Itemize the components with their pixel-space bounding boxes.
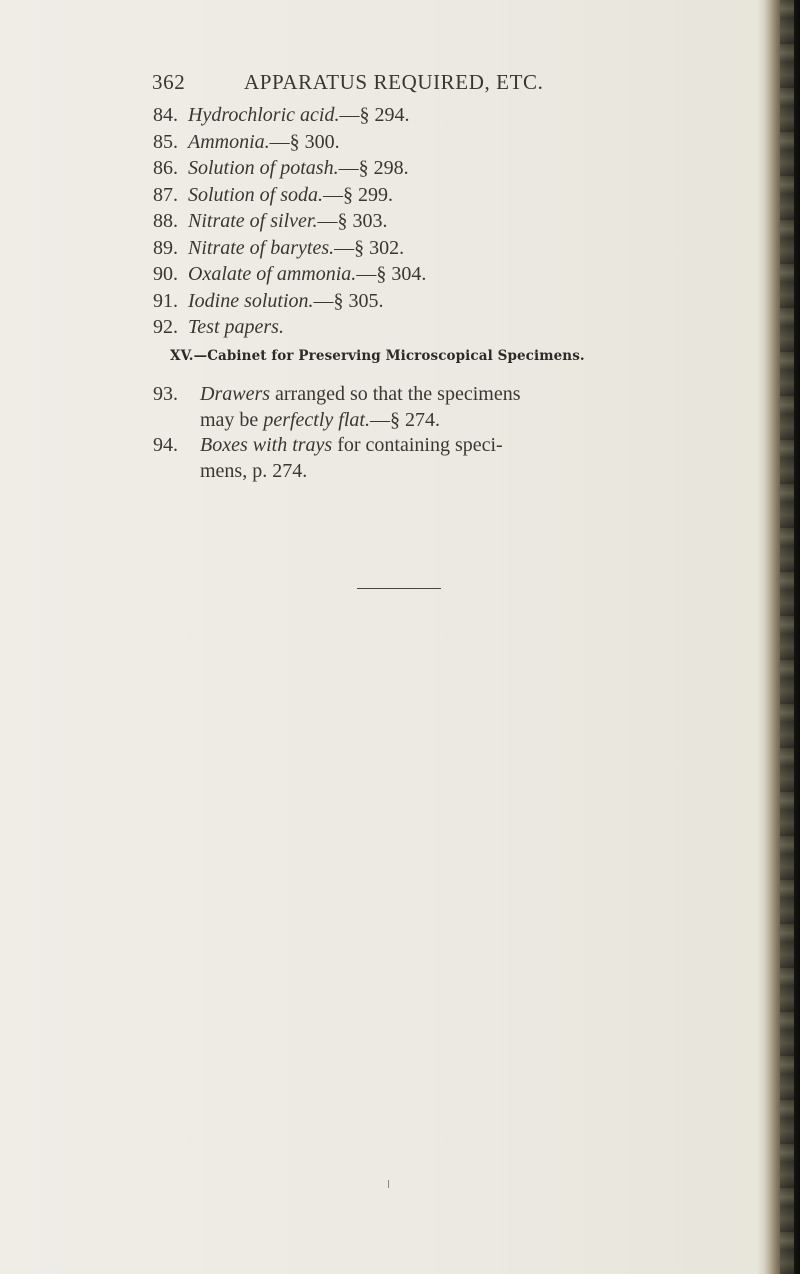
item-reference: —§ 298. — [338, 157, 409, 179]
list-item — [153, 235, 713, 262]
apparatus-list — [153, 102, 713, 341]
list-item — [153, 288, 713, 315]
item-number: 90. — [153, 263, 178, 285]
item-number: 89. — [153, 236, 178, 259]
item-reference: —§ 299. — [323, 183, 394, 206]
item-number: 85. — [153, 130, 178, 153]
list-item — [153, 314, 713, 341]
list-item — [153, 155, 713, 182]
cabinet-list — [153, 382, 713, 484]
item-text: arranged so that the specimens — [270, 383, 521, 405]
item-reference: —§ 304. — [356, 263, 427, 285]
section-heading: XV.—Cabinet for Preserving Microscopical Specimens. — [170, 348, 585, 364]
section-end-rule — [357, 588, 441, 589]
fore-edge-texture — [780, 0, 794, 1274]
item-title: Ammonia. — [188, 130, 270, 153]
item-emphasis: perfectly flat. — [263, 408, 370, 431]
list-item — [153, 182, 713, 209]
item-number: 86. — [153, 157, 178, 179]
item-reference: —§ 274. — [369, 408, 440, 431]
item-text: mens, p. 274. — [200, 459, 308, 482]
item-title: Boxes with trays — [200, 434, 333, 456]
item-number: 92. — [153, 316, 178, 338]
item-number: 94. — [153, 434, 178, 456]
page-edge — [758, 0, 800, 1274]
list-item — [153, 433, 713, 484]
item-number: 93. — [153, 383, 178, 405]
item-number: 87. — [153, 183, 178, 206]
item-title: Hydrochloric acid. — [188, 104, 340, 126]
item-reference: —§ 302. — [334, 236, 405, 259]
item-number: 88. — [153, 210, 178, 232]
list-item — [153, 208, 713, 235]
item-text: may be — [200, 408, 264, 431]
item-title: Iodine solution. — [188, 289, 314, 312]
page-header — [152, 70, 572, 95]
list-item — [153, 261, 713, 288]
running-title: APPARATUS REQUIRED, ETC. — [244, 70, 544, 94]
list-item — [153, 129, 713, 156]
item-title: Nitrate of barytes. — [188, 236, 335, 259]
item-text: for containing speci- — [332, 434, 503, 456]
item-reference: —§ 305. — [313, 289, 384, 312]
item-title: Oxalate of ammonia. — [188, 263, 357, 285]
item-continuation — [153, 408, 713, 434]
item-title: Nitrate of silver. — [188, 210, 318, 232]
item-title: Drawers — [200, 383, 271, 405]
item-number: 91. — [153, 289, 178, 312]
item-reference: —§ 300. — [269, 130, 340, 153]
list-item — [153, 102, 713, 129]
list-item — [153, 382, 713, 433]
item-number: 84. — [153, 104, 178, 126]
item-title: Solution of soda. — [188, 183, 324, 206]
item-reference: —§ 303. — [317, 210, 388, 232]
item-title: Solution of potash. — [188, 157, 339, 179]
item-reference: —§ 294. — [339, 104, 410, 126]
paper-mark — [388, 1180, 389, 1188]
page-number: 362 — [152, 70, 186, 94]
item-title: Test papers. — [188, 316, 284, 338]
item-continuation — [153, 459, 713, 485]
